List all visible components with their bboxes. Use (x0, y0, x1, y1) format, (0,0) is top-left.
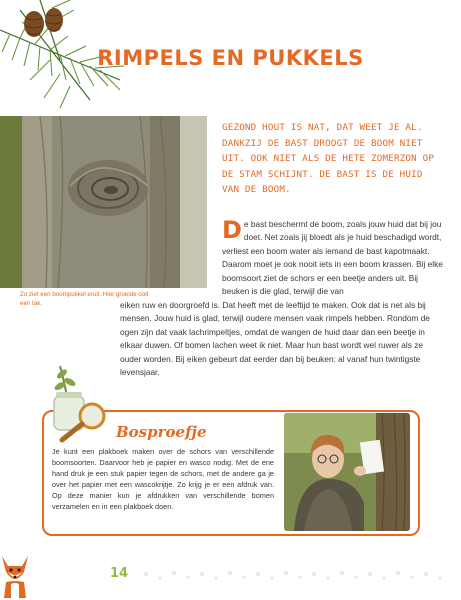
page-title: RIMPELS EN PUKKELS (97, 46, 364, 70)
intro-text: GEZOND HOUT IS NAT, DAT WEET JE AL. DANKZIJ DE BAST DROOGT DE BOOM NIET UIT. OOK NIET ALS DE HETE ZOMERZON OP DE STAM SCHIJNT. DE BAST IS DE HUID VAN DE BOOM. (222, 122, 435, 196)
decorative-dots (140, 566, 456, 586)
fox-illustration (0, 552, 30, 598)
bosproefje-text: Je kunt een plakboek maken over de schors van verschillende boomsoorten. Daarvoor heb je papier en wasco nodig. Met de ene hand druk je een stuk papier tegen de schors, met de andere ga je over het papier met een wascokrijtje. Zo krijg je er een afdruk van. Op deze manier kun je afdrukken van verschillende bomen verzamelen en in een plakboek doen. (52, 447, 274, 512)
body-text-wide: eiken ruw en doorgroefd is. Dat heeft met de leeftijd te maken. Ook dat is net als bij mensen. Jouw huid is glad, terwijl oudere mensen vaak rimpels hebben. Rondom de ogen zijn dat vaak lachrimpeltjes, omdat de wangen de huid daar dan een beetje in elkaar duwen. Of bomen lachen weet ik niet. Maar hun bast wordt wel ruwer als ze ouder worden. Bij eiken gebeurt dat eerder dan bij beuken: al vanaf hun twintigste levensjaar. (120, 300, 430, 378)
boy-bark-rubbing-photo (284, 413, 410, 531)
page-number: 14 (110, 566, 129, 581)
drop-cap: D (222, 216, 242, 244)
photo-caption: Zo ziet een boompukkel eruit. Hier groeide ooit een tak. (20, 291, 149, 307)
body-text-narrow (222, 218, 444, 298)
body-text-first: e bast beschermt de boom, zoals jouw huid dat bij jou doet. Net zoals jij bloedt als je huid beschadigd wordt, verliest een boom water als iemand de bast kapotmaakt. Daarom moet je ook nooit iets in een boom krassen. Bij elke boomsoort ziet de schors er een beetje anders uit. Bij beuken is die glad, terwijl die van (222, 219, 443, 297)
bosproefje-title: Bosproefje (116, 423, 207, 441)
bark-knot-photo (0, 116, 207, 288)
magnifying-glass-icon (58, 398, 110, 444)
